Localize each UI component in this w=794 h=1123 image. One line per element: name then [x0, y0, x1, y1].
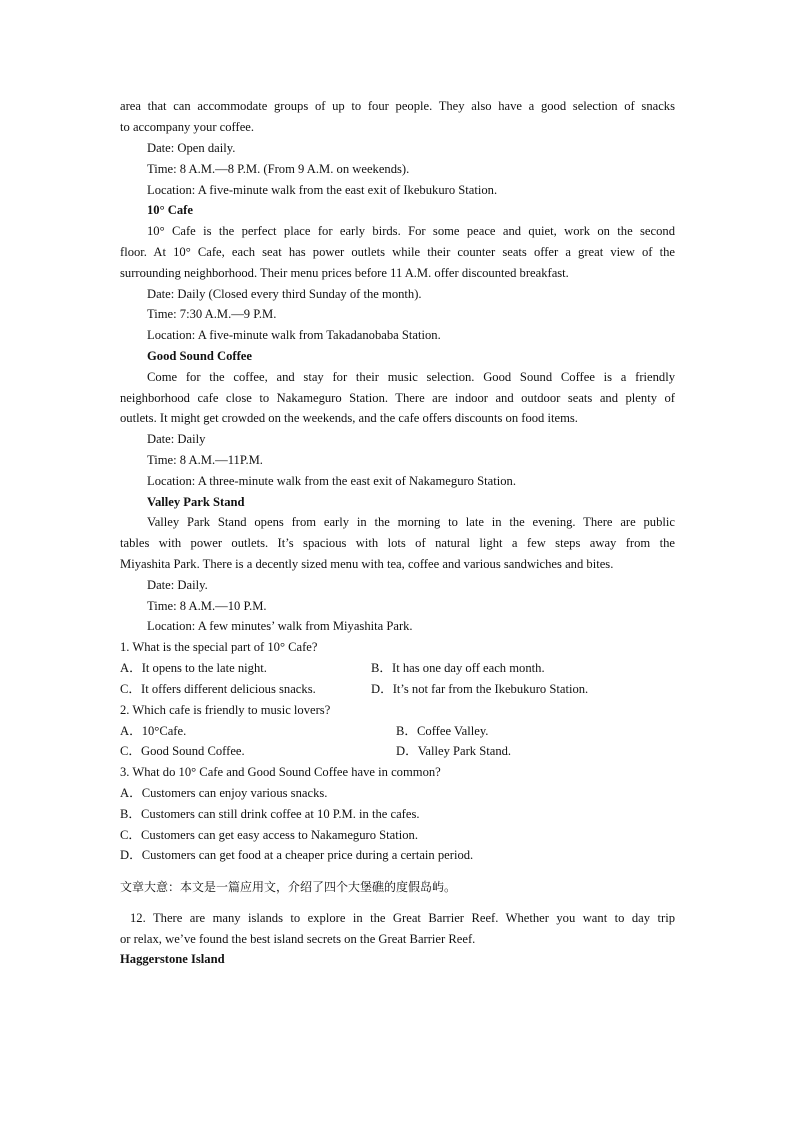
cafe-location: Location: A three-minute walk from the east exit of Nakameguro Station.: [147, 474, 516, 488]
passage-line: tables with power outlets. It’s spacious with lots of natural light a few steps away from the: [120, 536, 675, 550]
cafe-date: Date: Daily (Closed every third Sunday of the month).: [147, 287, 422, 301]
cafe-date: Date: Daily: [147, 432, 206, 446]
section-heading: Haggerstone Island: [120, 952, 225, 966]
passage-line: Valley Park Stand opens from early in the morning to late in the evening. There are public: [147, 515, 675, 529]
question-stem: 1. What is the special part of 10° Cafe?: [120, 640, 318, 654]
passage-line: neighborhood cafe close to Nakameguro Station. There are indoor and outdoor seats and plenty of: [120, 391, 675, 405]
answer-option: A．Customers can enjoy various snacks.: [120, 786, 328, 800]
passage-line: 12. There are many islands to explore in the Great Barrier Reef. Whether you want to day trip: [130, 911, 675, 925]
cafe-date: Date: Daily.: [147, 578, 208, 592]
answer-option: B．It has one day off each month.: [371, 661, 545, 675]
answer-option: A．10°Cafe.: [120, 724, 187, 738]
cafe-location: Location: A five-minute walk from Takadanobaba Station.: [147, 328, 441, 342]
answer-option: C．It offers different delicious snacks.: [120, 682, 316, 696]
passage-line: floor. At 10° Cafe, each seat has power outlets while their counter seats offer a great view of the: [120, 245, 675, 259]
cafe-date: Date: Open daily.: [147, 141, 236, 155]
answer-option: B．Coffee Valley.: [396, 724, 489, 738]
answer-option: A．It opens to the late night.: [120, 661, 267, 675]
passage-line: or relax, we’ve found the best island secrets on the Great Barrier Reef.: [120, 932, 476, 946]
summary-line: 文章大意：本文是一篇应用文，介绍了四个大堡礁的度假岛屿。: [120, 880, 457, 894]
cafe-location: Location: A few minutes’ walk from Miyashita Park.: [147, 619, 413, 633]
cafe-time: Time: 7:30 A.M.—9 P.M.: [147, 307, 277, 321]
cafe-time: Time: 8 A.M.—10 P.M.: [147, 599, 267, 613]
cafe-time: Time: 8 A.M.—8 P.M. (From 9 A.M. on weekends).: [147, 162, 410, 176]
answer-option: C．Good Sound Coffee.: [120, 744, 245, 758]
answer-option: B．Customers can still drink coffee at 10 P.M. in the cafes.: [120, 807, 420, 821]
question-stem: 2. Which cafe is friendly to music lovers?: [120, 703, 331, 717]
question-stem: 3. What do 10° Cafe and Good Sound Coffee have in common?: [120, 765, 441, 779]
cafe-location: Location: A five-minute walk from the east exit of Ikebukuro Station.: [147, 183, 498, 197]
passage-line: to accompany your coffee.: [120, 120, 255, 134]
answer-option: D．Valley Park Stand.: [396, 744, 512, 758]
answer-option: D．It’s not far from the Ikebukuro Station.: [371, 682, 589, 696]
passage-line: Miyashita Park. There is a decently sized menu with tea, coffee and various sandwiches and bites.: [120, 557, 614, 571]
passage-line: outlets. It might get crowded on the weekends, and the cafe offers discounts on food items.: [120, 411, 578, 425]
cafe-time: Time: 8 A.M.—11P.M.: [147, 453, 263, 467]
passage-line: area that can accommodate groups of up to four people. They also have a good selection of snacks: [120, 99, 675, 113]
passage-line: 10° Cafe is the perfect place for early birds. For some peace and quiet, work on the second: [147, 224, 675, 238]
answer-option: D．Customers can get food at a cheaper price during a certain period.: [120, 848, 474, 862]
answer-option: C．Customers can get easy access to Nakameguro Station.: [120, 828, 418, 842]
cafe-heading: 10° Cafe: [147, 203, 193, 217]
passage-line: Come for the coffee, and stay for their music selection. Good Sound Coffee is a friendly: [147, 370, 675, 384]
passage-line: surrounding neighborhood. Their menu prices before 11 A.M. offer discounted breakfast.: [120, 266, 569, 280]
cafe-heading: Valley Park Stand: [147, 495, 245, 509]
cafe-heading: Good Sound Coffee: [147, 349, 252, 363]
